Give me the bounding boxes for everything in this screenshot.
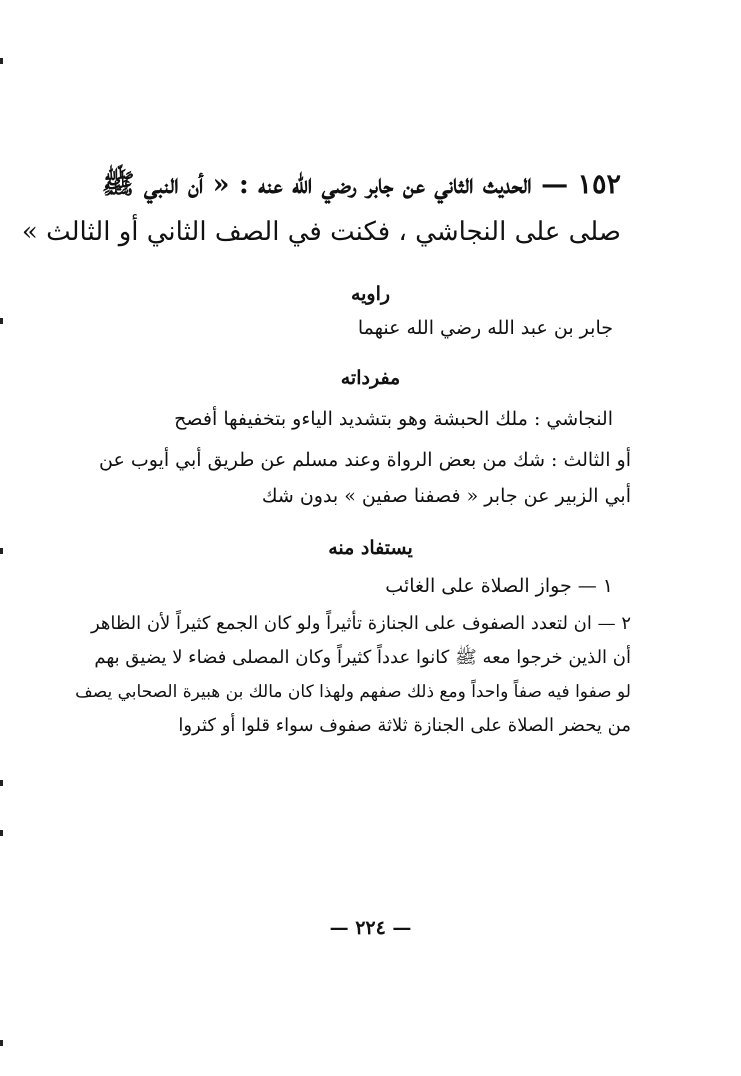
hadith-title-line-2: صلى على النجاشي ، فكنت في الصف الثاني أو الثالث » [21,217,621,247]
hadith-title-line-1: ١٥٢ — الحديث الثاني عن جابر رضي الله عنه : « أن النبي ﷺ [101,169,621,200]
edge-mark [0,780,3,786]
edge-mark [0,1040,3,1046]
lesson-line: ١ — جواز الصلاة على الغائب [385,575,613,597]
vocabulary-line: أبي الزبير عن جابر « فصفنا صفين » بدون شك [261,485,631,507]
edge-mark [0,830,3,836]
page-number: — ٢٢٤ — [329,917,412,939]
vocabulary-line: أو الثالث : شك من بعض الرواة وعند مسلم عن طريق أبي أيوب عن [99,449,631,471]
lesson-line: لو صفوا فيه صفاً واحداً ومع ذلك صفهم ولهذا كان مالك بن هبيرة الصحابي يصف [75,682,631,702]
narrator-text: جابر بن عبد الله رضي الله عنهما [357,317,613,339]
narrator-heading: راويه [350,283,391,305]
lesson-line: أن الذين خرجوا معه ﷺ كانوا عدداً كثيراً وكان المصلى فضاء لا يضيق بهم [94,647,631,668]
vocabulary-heading: مفرداته [340,367,401,389]
vocabulary-line: النجاشي : ملك الحبشة وهو بتشديد الياءو بتخفيفها أفصح [174,408,613,430]
edge-mark [0,58,3,64]
edge-mark [0,318,3,324]
lessons-heading: يستفاد منه [328,537,413,559]
lesson-line: ٢ — ان لتعدد الصفوف على الجنازة تأثيراً ولو كان الجمع كثيراً لأن الظاهر [90,613,631,634]
lesson-line: من يحضر الصلاة على الجنازة ثلاثة صفوف سواء قلوا أو كثروا [178,715,631,736]
